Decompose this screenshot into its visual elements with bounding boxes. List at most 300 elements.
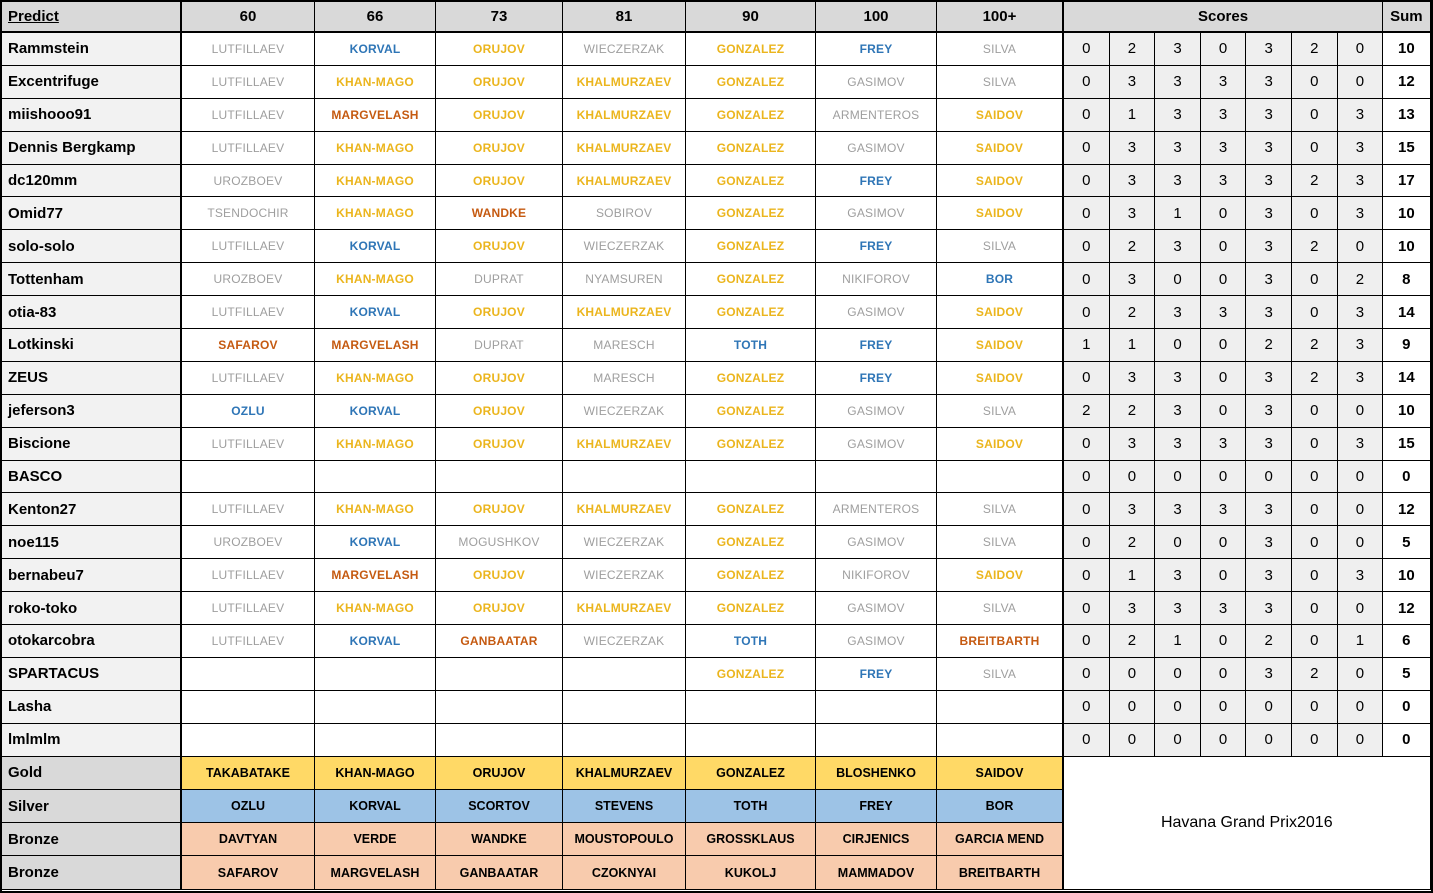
- pick-cell[interactable]: UROZBOEV: [182, 526, 315, 559]
- pick-cell[interactable]: DUPRAT: [436, 329, 563, 362]
- score-cell[interactable]: 0: [1201, 526, 1247, 559]
- pick-cell[interactable]: LUTFILLAEV: [182, 132, 315, 165]
- score-cell[interactable]: 3: [1338, 362, 1384, 395]
- medal-row-label-gold[interactable]: Gold: [2, 757, 182, 790]
- score-cell[interactable]: 3: [1201, 165, 1247, 198]
- score-cell[interactable]: 0: [1292, 99, 1338, 132]
- medal-athlete-cell[interactable]: STEVENS: [563, 790, 686, 823]
- pick-cell[interactable]: SAIDOV: [937, 197, 1064, 230]
- predictor-name[interactable]: BASCO: [2, 461, 182, 494]
- score-cell[interactable]: 0: [1338, 658, 1384, 691]
- score-cell[interactable]: 3: [1246, 526, 1292, 559]
- pick-cell[interactable]: KHAN-MAGO: [315, 263, 436, 296]
- sum-cell[interactable]: 15: [1383, 132, 1430, 165]
- pick-cell[interactable]: GONZALEZ: [686, 263, 816, 296]
- pick-cell[interactable]: KHAN-MAGO: [315, 362, 436, 395]
- predictor-name[interactable]: otia-83: [2, 296, 182, 329]
- sum-cell[interactable]: 10: [1383, 559, 1430, 592]
- score-cell[interactable]: 0: [1201, 724, 1247, 757]
- score-cell[interactable]: 3: [1155, 33, 1201, 66]
- score-cell[interactable]: 3: [1110, 132, 1156, 165]
- pick-cell[interactable]: FREY: [816, 165, 937, 198]
- sum-cell[interactable]: 14: [1383, 296, 1430, 329]
- score-cell[interactable]: 3: [1338, 296, 1384, 329]
- medal-athlete-cell[interactable]: GROSSKLAUS: [686, 823, 816, 856]
- score-cell[interactable]: 3: [1246, 493, 1292, 526]
- score-cell[interactable]: 3: [1201, 296, 1247, 329]
- pick-cell[interactable]: SILVA: [937, 66, 1064, 99]
- pick-cell[interactable]: SAIDOV: [937, 296, 1064, 329]
- sum-cell[interactable]: 14: [1383, 362, 1430, 395]
- sum-cell[interactable]: 10: [1383, 197, 1430, 230]
- pick-cell[interactable]: GONZALEZ: [686, 395, 816, 428]
- pick-cell[interactable]: GONZALEZ: [686, 230, 816, 263]
- pick-cell[interactable]: KORVAL: [315, 526, 436, 559]
- score-cell[interactable]: 3: [1246, 658, 1292, 691]
- score-cell[interactable]: 0: [1064, 724, 1110, 757]
- pick-cell[interactable]: LUTFILLAEV: [182, 99, 315, 132]
- pick-cell[interactable]: [315, 691, 436, 724]
- pick-cell[interactable]: ORUJOV: [436, 592, 563, 625]
- pick-cell[interactable]: GONZALEZ: [686, 428, 816, 461]
- medal-athlete-cell[interactable]: DAVTYAN: [182, 823, 315, 856]
- pick-cell[interactable]: [315, 724, 436, 757]
- pick-cell[interactable]: KHAN-MAGO: [315, 132, 436, 165]
- sum-cell[interactable]: 0: [1383, 724, 1430, 757]
- score-cell[interactable]: 0: [1338, 592, 1384, 625]
- predictor-name[interactable]: Kenton27: [2, 493, 182, 526]
- pick-cell[interactable]: NYAMSUREN: [563, 263, 686, 296]
- medal-row-label-bronze[interactable]: Bronze: [2, 823, 182, 856]
- pick-cell[interactable]: SOBIROV: [563, 197, 686, 230]
- predictor-name[interactable]: Rammstein: [2, 33, 182, 66]
- medal-athlete-cell[interactable]: MARGVELASH: [315, 856, 436, 889]
- score-cell[interactable]: 2: [1292, 329, 1338, 362]
- pick-cell[interactable]: KHALMURZAEV: [563, 132, 686, 165]
- pick-cell[interactable]: KORVAL: [315, 296, 436, 329]
- medal-athlete-cell[interactable]: VERDE: [315, 823, 436, 856]
- pick-cell[interactable]: KHAN-MAGO: [315, 66, 436, 99]
- pick-cell[interactable]: GONZALEZ: [686, 493, 816, 526]
- predictor-name[interactable]: Biscione: [2, 428, 182, 461]
- pick-cell[interactable]: KHALMURZAEV: [563, 493, 686, 526]
- score-cell[interactable]: 3: [1110, 493, 1156, 526]
- score-cell[interactable]: 3: [1246, 559, 1292, 592]
- pick-cell[interactable]: GONZALEZ: [686, 559, 816, 592]
- score-cell[interactable]: 0: [1292, 395, 1338, 428]
- sum-cell[interactable]: 17: [1383, 165, 1430, 198]
- pick-cell[interactable]: BOR: [937, 263, 1064, 296]
- score-cell[interactable]: 1: [1110, 99, 1156, 132]
- score-cell[interactable]: 0: [1064, 625, 1110, 658]
- score-cell[interactable]: 3: [1338, 197, 1384, 230]
- score-cell[interactable]: 0: [1064, 99, 1110, 132]
- score-cell[interactable]: 0: [1246, 461, 1292, 494]
- pick-cell[interactable]: GONZALEZ: [686, 66, 816, 99]
- pick-cell[interactable]: LUTFILLAEV: [182, 66, 315, 99]
- pick-cell[interactable]: KHALMURZAEV: [563, 66, 686, 99]
- score-cell[interactable]: 2: [1110, 395, 1156, 428]
- pick-cell[interactable]: GASIMOV: [816, 66, 937, 99]
- score-cell[interactable]: 0: [1201, 559, 1247, 592]
- sum-cell[interactable]: 10: [1383, 230, 1430, 263]
- score-cell[interactable]: 3: [1110, 66, 1156, 99]
- pick-cell[interactable]: GONZALEZ: [686, 99, 816, 132]
- pick-cell[interactable]: LUTFILLAEV: [182, 230, 315, 263]
- score-cell[interactable]: 3: [1338, 165, 1384, 198]
- predictor-name[interactable]: Tottenham: [2, 263, 182, 296]
- pick-cell[interactable]: MARESCH: [563, 329, 686, 362]
- medal-athlete-cell[interactable]: ORUJOV: [436, 757, 563, 790]
- pick-cell[interactable]: KHAN-MAGO: [315, 493, 436, 526]
- medal-athlete-cell[interactable]: TAKABATAKE: [182, 757, 315, 790]
- medal-athlete-cell[interactable]: OZLU: [182, 790, 315, 823]
- medal-athlete-cell[interactable]: GANBAATAR: [436, 856, 563, 889]
- pick-cell[interactable]: GASIMOV: [816, 592, 937, 625]
- predictor-name[interactable]: Lotkinski: [2, 329, 182, 362]
- pick-cell[interactable]: GONZALEZ: [686, 197, 816, 230]
- score-cell[interactable]: 0: [1155, 691, 1201, 724]
- col-header-60[interactable]: 60: [182, 2, 315, 33]
- medal-row-label-bronze[interactable]: Bronze: [2, 856, 182, 889]
- score-cell[interactable]: 0: [1201, 658, 1247, 691]
- score-cell[interactable]: 3: [1201, 592, 1247, 625]
- medal-athlete-cell[interactable]: WANDKE: [436, 823, 563, 856]
- sum-cell[interactable]: 10: [1383, 33, 1430, 66]
- pick-cell[interactable]: ARMENTEROS: [816, 99, 937, 132]
- score-cell[interactable]: 1: [1110, 559, 1156, 592]
- score-cell[interactable]: 3: [1155, 493, 1201, 526]
- score-cell[interactable]: 0: [1064, 197, 1110, 230]
- score-cell[interactable]: 3: [1110, 197, 1156, 230]
- medal-athlete-cell[interactable]: BLOSHENKO: [816, 757, 937, 790]
- medal-athlete-cell[interactable]: GONZALEZ: [686, 757, 816, 790]
- score-cell[interactable]: 2: [1246, 625, 1292, 658]
- pick-cell[interactable]: FREY: [816, 230, 937, 263]
- pick-cell[interactable]: GONZALEZ: [686, 362, 816, 395]
- medal-athlete-cell[interactable]: KORVAL: [315, 790, 436, 823]
- score-cell[interactable]: 3: [1246, 165, 1292, 198]
- pick-cell[interactable]: [315, 461, 436, 494]
- score-cell[interactable]: 3: [1155, 132, 1201, 165]
- pick-cell[interactable]: FREY: [816, 362, 937, 395]
- score-cell[interactable]: 1: [1338, 625, 1384, 658]
- pick-cell[interactable]: SAIDOV: [937, 362, 1064, 395]
- score-cell[interactable]: 3: [1246, 197, 1292, 230]
- score-cell[interactable]: 0: [1064, 66, 1110, 99]
- score-cell[interactable]: 3: [1246, 296, 1292, 329]
- score-cell[interactable]: 0: [1110, 691, 1156, 724]
- pick-cell[interactable]: WIECZERZAK: [563, 625, 686, 658]
- score-cell[interactable]: 3: [1110, 592, 1156, 625]
- pick-cell[interactable]: SAIDOV: [937, 559, 1064, 592]
- medal-athlete-cell[interactable]: MAMMADOV: [816, 856, 937, 889]
- pick-cell[interactable]: GASIMOV: [816, 625, 937, 658]
- pick-cell[interactable]: TSENDOCHIR: [182, 197, 315, 230]
- pick-cell[interactable]: FREY: [816, 329, 937, 362]
- pick-cell[interactable]: [182, 691, 315, 724]
- pick-cell[interactable]: GONZALEZ: [686, 658, 816, 691]
- pick-cell[interactable]: ORUJOV: [436, 559, 563, 592]
- pick-cell[interactable]: KHAN-MAGO: [315, 197, 436, 230]
- pick-cell[interactable]: SILVA: [937, 33, 1064, 66]
- score-cell[interactable]: 0: [1338, 526, 1384, 559]
- pick-cell[interactable]: SAFAROV: [182, 329, 315, 362]
- pick-cell[interactable]: NIKIFOROV: [816, 559, 937, 592]
- score-cell[interactable]: 2: [1110, 230, 1156, 263]
- col-header-90[interactable]: 90: [686, 2, 816, 33]
- score-cell[interactable]: 3: [1246, 33, 1292, 66]
- scores-header-cell[interactable]: Scores: [1064, 2, 1383, 33]
- predictor-name[interactable]: Omid77: [2, 197, 182, 230]
- score-cell[interactable]: 0: [1155, 724, 1201, 757]
- score-cell[interactable]: 2: [1110, 296, 1156, 329]
- score-cell[interactable]: 3: [1155, 559, 1201, 592]
- score-cell[interactable]: 0: [1292, 559, 1338, 592]
- predictor-name[interactable]: noe115: [2, 526, 182, 559]
- score-cell[interactable]: 0: [1201, 395, 1247, 428]
- score-cell[interactable]: 3: [1110, 428, 1156, 461]
- score-cell[interactable]: 0: [1155, 329, 1201, 362]
- pick-cell[interactable]: GONZALEZ: [686, 165, 816, 198]
- score-cell[interactable]: 0: [1292, 461, 1338, 494]
- score-cell[interactable]: 3: [1155, 428, 1201, 461]
- predict-header-cell[interactable]: [2, 2, 182, 33]
- pick-cell[interactable]: ORUJOV: [436, 66, 563, 99]
- sum-header-cell[interactable]: Sum: [1383, 2, 1430, 33]
- medal-athlete-cell[interactable]: SCORTOV: [436, 790, 563, 823]
- medal-athlete-cell[interactable]: KHALMURZAEV: [563, 757, 686, 790]
- score-cell[interactable]: 3: [1155, 99, 1201, 132]
- pick-cell[interactable]: WANDKE: [436, 197, 563, 230]
- score-cell[interactable]: 0: [1110, 461, 1156, 494]
- pick-cell[interactable]: WIECZERZAK: [563, 526, 686, 559]
- pick-cell[interactable]: [563, 724, 686, 757]
- medal-athlete-cell[interactable]: FREY: [816, 790, 937, 823]
- score-cell[interactable]: 0: [1338, 66, 1384, 99]
- score-cell[interactable]: 0: [1064, 132, 1110, 165]
- pick-cell[interactable]: [182, 461, 315, 494]
- pick-cell[interactable]: GONZALEZ: [686, 526, 816, 559]
- pick-cell[interactable]: LUTFILLAEV: [182, 493, 315, 526]
- pick-cell[interactable]: KHALMURZAEV: [563, 428, 686, 461]
- score-cell[interactable]: 0: [1064, 559, 1110, 592]
- pick-cell[interactable]: [816, 691, 937, 724]
- score-cell[interactable]: 3: [1246, 132, 1292, 165]
- pick-cell[interactable]: KORVAL: [315, 395, 436, 428]
- pick-cell[interactable]: SILVA: [937, 493, 1064, 526]
- col-header-66[interactable]: 66: [315, 2, 436, 33]
- sum-cell[interactable]: 12: [1383, 493, 1430, 526]
- score-cell[interactable]: 1: [1155, 197, 1201, 230]
- medal-athlete-cell[interactable]: BREITBARTH: [937, 856, 1064, 889]
- score-cell[interactable]: 3: [1246, 263, 1292, 296]
- score-cell[interactable]: 0: [1338, 230, 1384, 263]
- pick-cell[interactable]: LUTFILLAEV: [182, 33, 315, 66]
- pick-cell[interactable]: GASIMOV: [816, 296, 937, 329]
- score-cell[interactable]: 0: [1155, 526, 1201, 559]
- score-cell[interactable]: 3: [1338, 329, 1384, 362]
- score-cell[interactable]: 1: [1064, 329, 1110, 362]
- pick-cell[interactable]: GONZALEZ: [686, 132, 816, 165]
- pick-cell[interactable]: WIECZERZAK: [563, 33, 686, 66]
- pick-cell[interactable]: FREY: [816, 658, 937, 691]
- score-cell[interactable]: 0: [1292, 592, 1338, 625]
- score-cell[interactable]: 3: [1338, 132, 1384, 165]
- sum-cell[interactable]: 9: [1383, 329, 1430, 362]
- pick-cell[interactable]: [315, 658, 436, 691]
- score-cell[interactable]: 0: [1064, 230, 1110, 263]
- score-cell[interactable]: 0: [1292, 526, 1338, 559]
- pick-cell[interactable]: GASIMOV: [816, 197, 937, 230]
- pick-cell[interactable]: GONZALEZ: [686, 296, 816, 329]
- predictor-name[interactable]: lmlmlm: [2, 724, 182, 757]
- score-cell[interactable]: 0: [1064, 165, 1110, 198]
- pick-cell[interactable]: GONZALEZ: [686, 33, 816, 66]
- pick-cell[interactable]: GASIMOV: [816, 395, 937, 428]
- pick-cell[interactable]: KHAN-MAGO: [315, 592, 436, 625]
- pick-cell[interactable]: LUTFILLAEV: [182, 362, 315, 395]
- medal-athlete-cell[interactable]: BOR: [937, 790, 1064, 823]
- medal-athlete-cell[interactable]: SAFAROV: [182, 856, 315, 889]
- pick-cell[interactable]: [436, 724, 563, 757]
- score-cell[interactable]: 0: [1155, 263, 1201, 296]
- medal-row-label-silver[interactable]: Silver: [2, 790, 182, 823]
- score-cell[interactable]: 0: [1292, 197, 1338, 230]
- score-cell[interactable]: 0: [1338, 461, 1384, 494]
- score-cell[interactable]: 2: [1292, 362, 1338, 395]
- col-header-100+[interactable]: 100+: [937, 2, 1064, 33]
- pick-cell[interactable]: GASIMOV: [816, 428, 937, 461]
- medal-athlete-cell[interactable]: GARCIA MEND: [937, 823, 1064, 856]
- score-cell[interactable]: 0: [1338, 724, 1384, 757]
- pick-cell[interactable]: BREITBARTH: [937, 625, 1064, 658]
- score-cell[interactable]: 0: [1064, 263, 1110, 296]
- pick-cell[interactable]: UROZBOEV: [182, 165, 315, 198]
- pick-cell[interactable]: ORUJOV: [436, 395, 563, 428]
- predictor-name[interactable]: ZEUS: [2, 362, 182, 395]
- score-cell[interactable]: 3: [1110, 362, 1156, 395]
- pick-cell[interactable]: [937, 691, 1064, 724]
- pick-cell[interactable]: TOTH: [686, 625, 816, 658]
- pick-cell[interactable]: [182, 724, 315, 757]
- pick-cell[interactable]: SILVA: [937, 395, 1064, 428]
- pick-cell[interactable]: MARESCH: [563, 362, 686, 395]
- pick-cell[interactable]: SAIDOV: [937, 99, 1064, 132]
- pick-cell[interactable]: LUTFILLAEV: [182, 428, 315, 461]
- score-cell[interactable]: 3: [1246, 395, 1292, 428]
- pick-cell[interactable]: [436, 691, 563, 724]
- predictor-name[interactable]: solo-solo: [2, 230, 182, 263]
- score-cell[interactable]: 3: [1155, 296, 1201, 329]
- score-cell[interactable]: 0: [1292, 263, 1338, 296]
- pick-cell[interactable]: OZLU: [182, 395, 315, 428]
- pick-cell[interactable]: KHALMURZAEV: [563, 592, 686, 625]
- score-cell[interactable]: 3: [1201, 428, 1247, 461]
- score-cell[interactable]: 0: [1110, 724, 1156, 757]
- pick-cell[interactable]: FREY: [816, 33, 937, 66]
- col-header-73[interactable]: 73: [436, 2, 563, 33]
- score-cell[interactable]: 0: [1246, 691, 1292, 724]
- pick-cell[interactable]: GASIMOV: [816, 132, 937, 165]
- medal-athlete-cell[interactable]: CZOKNYAI: [563, 856, 686, 889]
- pick-cell[interactable]: LUTFILLAEV: [182, 625, 315, 658]
- pick-cell[interactable]: SILVA: [937, 592, 1064, 625]
- score-cell[interactable]: 0: [1292, 132, 1338, 165]
- medal-athlete-cell[interactable]: KUKOLJ: [686, 856, 816, 889]
- score-cell[interactable]: 2: [1110, 625, 1156, 658]
- score-cell[interactable]: 0: [1064, 461, 1110, 494]
- predictor-name[interactable]: Excentrifuge: [2, 66, 182, 99]
- score-cell[interactable]: 2: [1246, 329, 1292, 362]
- score-cell[interactable]: 0: [1064, 592, 1110, 625]
- score-cell[interactable]: 3: [1155, 66, 1201, 99]
- pick-cell[interactable]: [686, 691, 816, 724]
- score-cell[interactable]: 3: [1246, 428, 1292, 461]
- score-cell[interactable]: 0: [1292, 296, 1338, 329]
- pick-cell[interactable]: ARMENTEROS: [816, 493, 937, 526]
- score-cell[interactable]: 0: [1338, 395, 1384, 428]
- score-cell[interactable]: 3: [1246, 362, 1292, 395]
- pick-cell[interactable]: KHALMURZAEV: [563, 165, 686, 198]
- score-cell[interactable]: 3: [1201, 493, 1247, 526]
- sum-cell[interactable]: 5: [1383, 526, 1430, 559]
- score-cell[interactable]: 0: [1292, 625, 1338, 658]
- score-cell[interactable]: 0: [1064, 296, 1110, 329]
- score-cell[interactable]: 2: [1064, 395, 1110, 428]
- pick-cell[interactable]: UROZBOEV: [182, 263, 315, 296]
- score-cell[interactable]: 0: [1292, 66, 1338, 99]
- pick-cell[interactable]: KORVAL: [315, 230, 436, 263]
- pick-cell[interactable]: [436, 461, 563, 494]
- sum-cell[interactable]: 12: [1383, 66, 1430, 99]
- sum-cell[interactable]: 8: [1383, 263, 1430, 296]
- pick-cell[interactable]: [436, 658, 563, 691]
- pick-cell[interactable]: [182, 658, 315, 691]
- pick-cell[interactable]: SAIDOV: [937, 132, 1064, 165]
- pick-cell[interactable]: MARGVELASH: [315, 559, 436, 592]
- pick-cell[interactable]: ORUJOV: [436, 165, 563, 198]
- predictor-name[interactable]: roko-toko: [2, 592, 182, 625]
- score-cell[interactable]: 2: [1292, 658, 1338, 691]
- pick-cell[interactable]: [563, 691, 686, 724]
- score-cell[interactable]: 3: [1155, 230, 1201, 263]
- score-cell[interactable]: 0: [1338, 691, 1384, 724]
- pick-cell[interactable]: ORUJOV: [436, 296, 563, 329]
- score-cell[interactable]: 3: [1155, 395, 1201, 428]
- pick-cell[interactable]: SAIDOV: [937, 165, 1064, 198]
- pick-cell[interactable]: ORUJOV: [436, 99, 563, 132]
- score-cell[interactable]: 3: [1155, 362, 1201, 395]
- pick-cell[interactable]: ORUJOV: [436, 362, 563, 395]
- sum-cell[interactable]: 6: [1383, 625, 1430, 658]
- score-cell[interactable]: 3: [1201, 66, 1247, 99]
- pick-cell[interactable]: [937, 461, 1064, 494]
- col-header-81[interactable]: 81: [563, 2, 686, 33]
- sum-cell[interactable]: 12: [1383, 592, 1430, 625]
- score-cell[interactable]: 3: [1201, 99, 1247, 132]
- pick-cell[interactable]: NIKIFOROV: [816, 263, 937, 296]
- score-cell[interactable]: 0: [1338, 493, 1384, 526]
- pick-cell[interactable]: GASIMOV: [816, 526, 937, 559]
- pick-cell[interactable]: ORUJOV: [436, 493, 563, 526]
- pick-cell[interactable]: TOTH: [686, 329, 816, 362]
- score-cell[interactable]: 0: [1292, 724, 1338, 757]
- score-cell[interactable]: 1: [1155, 625, 1201, 658]
- score-cell[interactable]: 0: [1201, 625, 1247, 658]
- score-cell[interactable]: 3: [1155, 592, 1201, 625]
- pick-cell[interactable]: KHALMURZAEV: [563, 99, 686, 132]
